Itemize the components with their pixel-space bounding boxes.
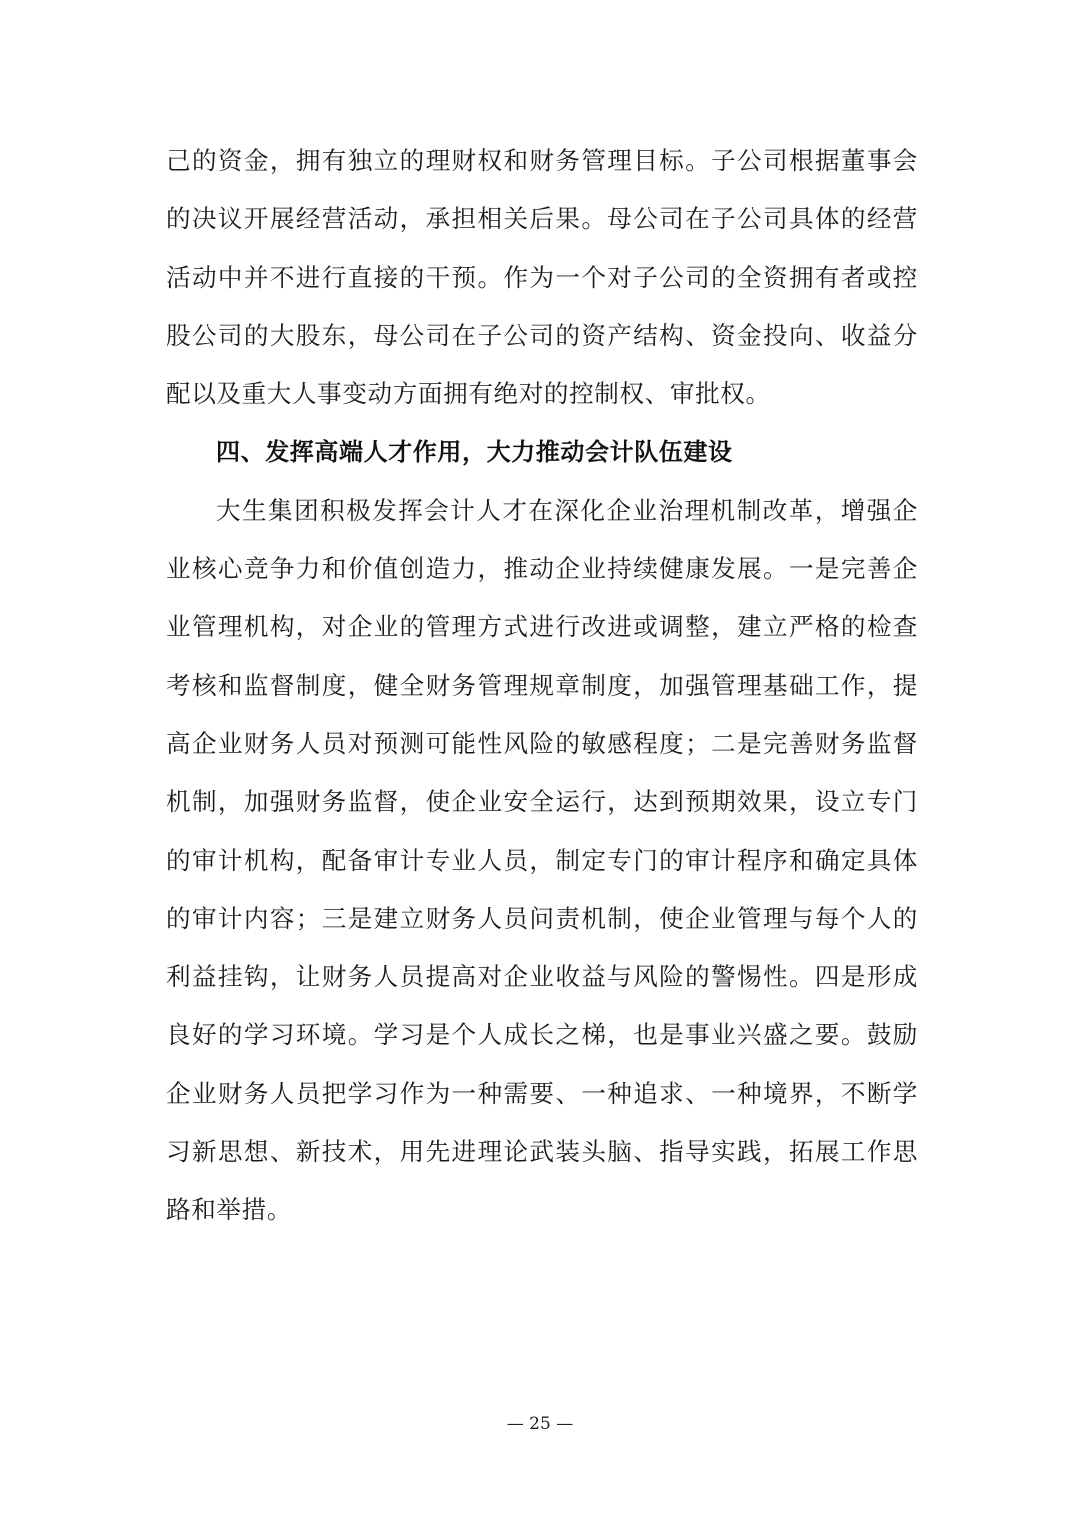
document-body bbox=[166, 132, 918, 1240]
paragraph-talent: 大生集团积极发挥会计人才在深化企业治理机制改革，增强企业核心竞争力和价值创造力，推动企业持续健康发展。一是完善企业管理机构，对企业的管理方式进行改进或调整，建立严格的检查考核和监督制度，健全财务管理规章制度，加强管理基础工作，提高企业财务人员对预测可能性风险的敏感程度；二是完善财务监督机制，加强财务监督，使企业安全运行，达到预期效果，设立专门的审计机构，配备审计专业人员，制定专门的审计程序和确定具体的审计内容；三是建立财务人员问责机制，使企业管理与每个人的利益挂钩，让财务人员提高对企业收益与风险的警惕性。四是形成良好的学习环境。学习是个人成长之梯，也是事业兴盛之要。鼓励企业财务人员把学习作为一种需要、一种追求、一种境界，不断学习新思想、新技术，用先进理论武装头脑、指导实践，拓展工作思路和举措。 bbox=[166, 495, 918, 1225]
section-heading: 四、发挥高端人才作用，大力推动会计队伍建设 bbox=[216, 438, 733, 467]
page-number: — 25 — bbox=[506, 1414, 574, 1434]
paragraph-continuation: 己的资金，拥有独立的理财权和财务管理目标。子公司根据董事会的决议开展经营活动，承担相关后果。母公司在子公司具体的经营活动中并不进行直接的干预。作为一个对子公司的全资拥有者或控股公司的大股东，母公司在子公司的资产结构、资金投向、收益分配以及重大人事变动方面拥有绝对的控制权、审批权。 bbox=[166, 146, 918, 409]
